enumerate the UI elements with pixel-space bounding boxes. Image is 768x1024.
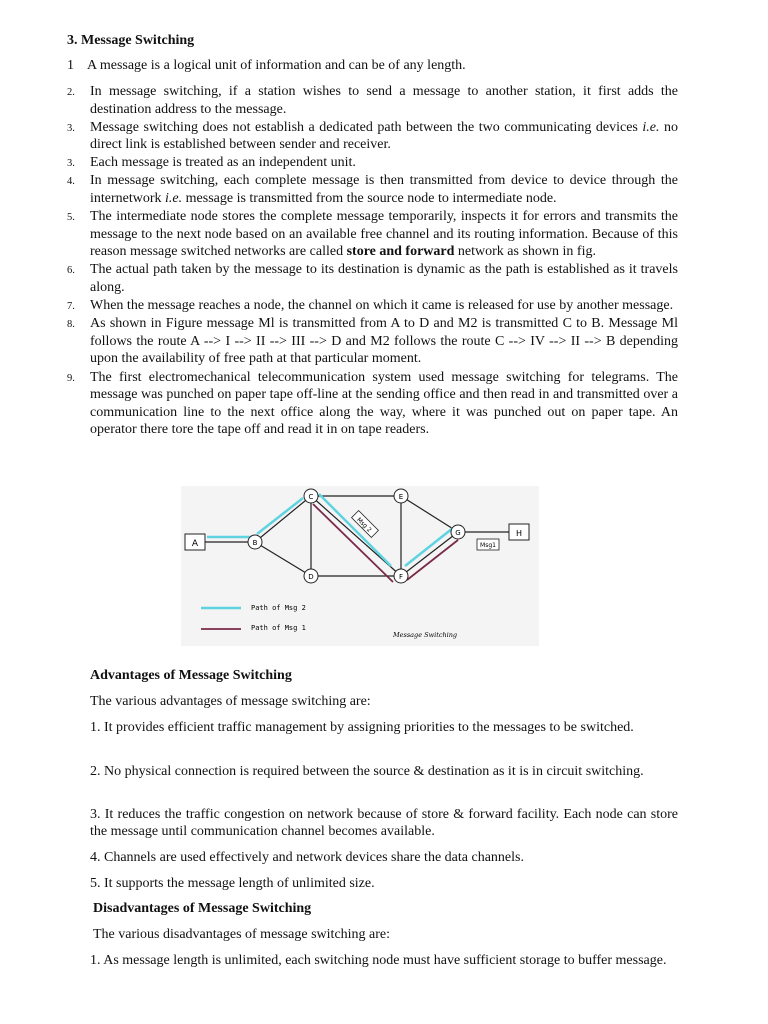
list-number: 8. [67, 319, 75, 331]
node-d-label: D [308, 573, 314, 581]
list-number: 4. [67, 176, 75, 188]
list-text: no direct link is established between sender and receiver. [90, 119, 678, 153]
node-c-label: C [308, 493, 314, 501]
msg1-tag-label: Msg1 [480, 542, 496, 549]
list-item [67, 208, 678, 261]
node-b-label: B [252, 539, 258, 547]
list-text: Each message is treated as an independent unit. [90, 155, 356, 171]
list-item [67, 172, 678, 207]
list-text: As shown in Figure message Ml is transmitted from A to D and M2 is transmitted C to B. Message Ml follows the route A --> I --> II --> III --> D and M2 follows the route C --> IV --> II --> B depending upon the availability of free path at that particular moment. [90, 316, 678, 367]
list-item [67, 119, 678, 154]
list-item [67, 297, 678, 315]
list-text: When the message reaches a node, the channel on which it came is released for use by another message. [90, 298, 674, 314]
list-text: Message switching does not establish a dedicated path between the two communicating devices [90, 119, 643, 135]
node-e-label: E [398, 493, 404, 501]
list-number: 2. [67, 87, 75, 98]
list-number: 3. [67, 122, 75, 134]
intro-number: 1 [67, 58, 74, 73]
disadvantages-intro: The various disadvantages of message switching are: [93, 927, 391, 942]
list-number: 6. [67, 265, 75, 277]
list-number: 5. [67, 212, 75, 224]
list-text: In message switching, if a station wishes to send a message to another station, it first adds the destination address to the message. [90, 84, 678, 117]
section-title: 3. Message Switching [67, 33, 195, 48]
advantage-point: 5. It supports the message length of unlimited size. [90, 876, 375, 891]
numbered-list [67, 83, 678, 439]
msg2-tag-label: Msg 2 [355, 516, 373, 534]
disadvantages-heading: Disadvantages of Message Switching [93, 901, 312, 916]
list-number: 9. [67, 372, 75, 384]
list-text: In message switching, each complete message is then transmitted from device to device through the internetwork [90, 173, 678, 207]
disadvantage-point: 1. As message length is unlimited, each switching node must have sufficient storage to buffer message. [90, 953, 667, 968]
node-f-label: F [398, 573, 404, 581]
figure-caption: Message Switching [393, 631, 458, 639]
node-a-label: A [191, 539, 199, 549]
legend-msg2-label: Path of Msg 2 [251, 604, 306, 612]
legend-msg1-label: Path of Msg 1 [251, 624, 306, 632]
intro-text: A message is a logical unit of information and can be of any length. [87, 58, 466, 73]
list-text: network as shown in fig. [454, 244, 596, 260]
figure-background [181, 486, 539, 646]
list-item [67, 154, 678, 172]
list-number: 7. [67, 301, 75, 313]
advantage-point: 4. Channels are used effectively and network devices share the data channels. [90, 850, 524, 865]
intro-point [67, 58, 466, 74]
list-text-bold: store and forward [346, 244, 455, 260]
list-item [67, 261, 678, 296]
advantage-point: 2. No physical connection is required between the source & destination as it is in circuit switching. [90, 764, 644, 779]
list-text: The first electromechanical telecommunication system used message switching for telegrams. The message was punched on paper tape off-line at the sending office and then read in and transmitted over a communication line to the next office along the way, where it was punched out on paper tape. An operator there tore the tape off and read it in on tape readers. [90, 369, 678, 438]
advantages-heading: Advantages of Message Switching [90, 668, 292, 683]
list-number: 3. [67, 158, 75, 170]
node-h-label: H [515, 529, 523, 538]
list-item [67, 83, 678, 118]
list-text-italic: i.e. [165, 191, 183, 207]
list-item [67, 369, 678, 439]
node-g-label: G [455, 529, 461, 537]
list-text: The actual path taken by the message to its destination is dynamic as the path is established as it travels along. [90, 262, 678, 296]
list-text: The intermediate node stores the complete message temporarily, inspects it for errors and transmits the message to the next node based on an available free channel and its routing information. Because of this reason message switched networks are called [90, 209, 678, 260]
list-text-italic: i.e. [642, 119, 660, 135]
list-text: message is transmitted from the source node to intermediate node. [182, 191, 557, 207]
advantage-point: 3. It reduces the traffic congestion on network because of store & forward facility. Each node can store the message until communication channel becomes available. [90, 807, 678, 839]
advantage-point: 1. It provides efficient traffic management by assigning priorities to the messages to be switched. [90, 720, 634, 735]
list-item [67, 315, 678, 368]
message-switching-figure [181, 486, 539, 646]
advantages-intro: The various advantages of message switching are: [90, 694, 371, 709]
